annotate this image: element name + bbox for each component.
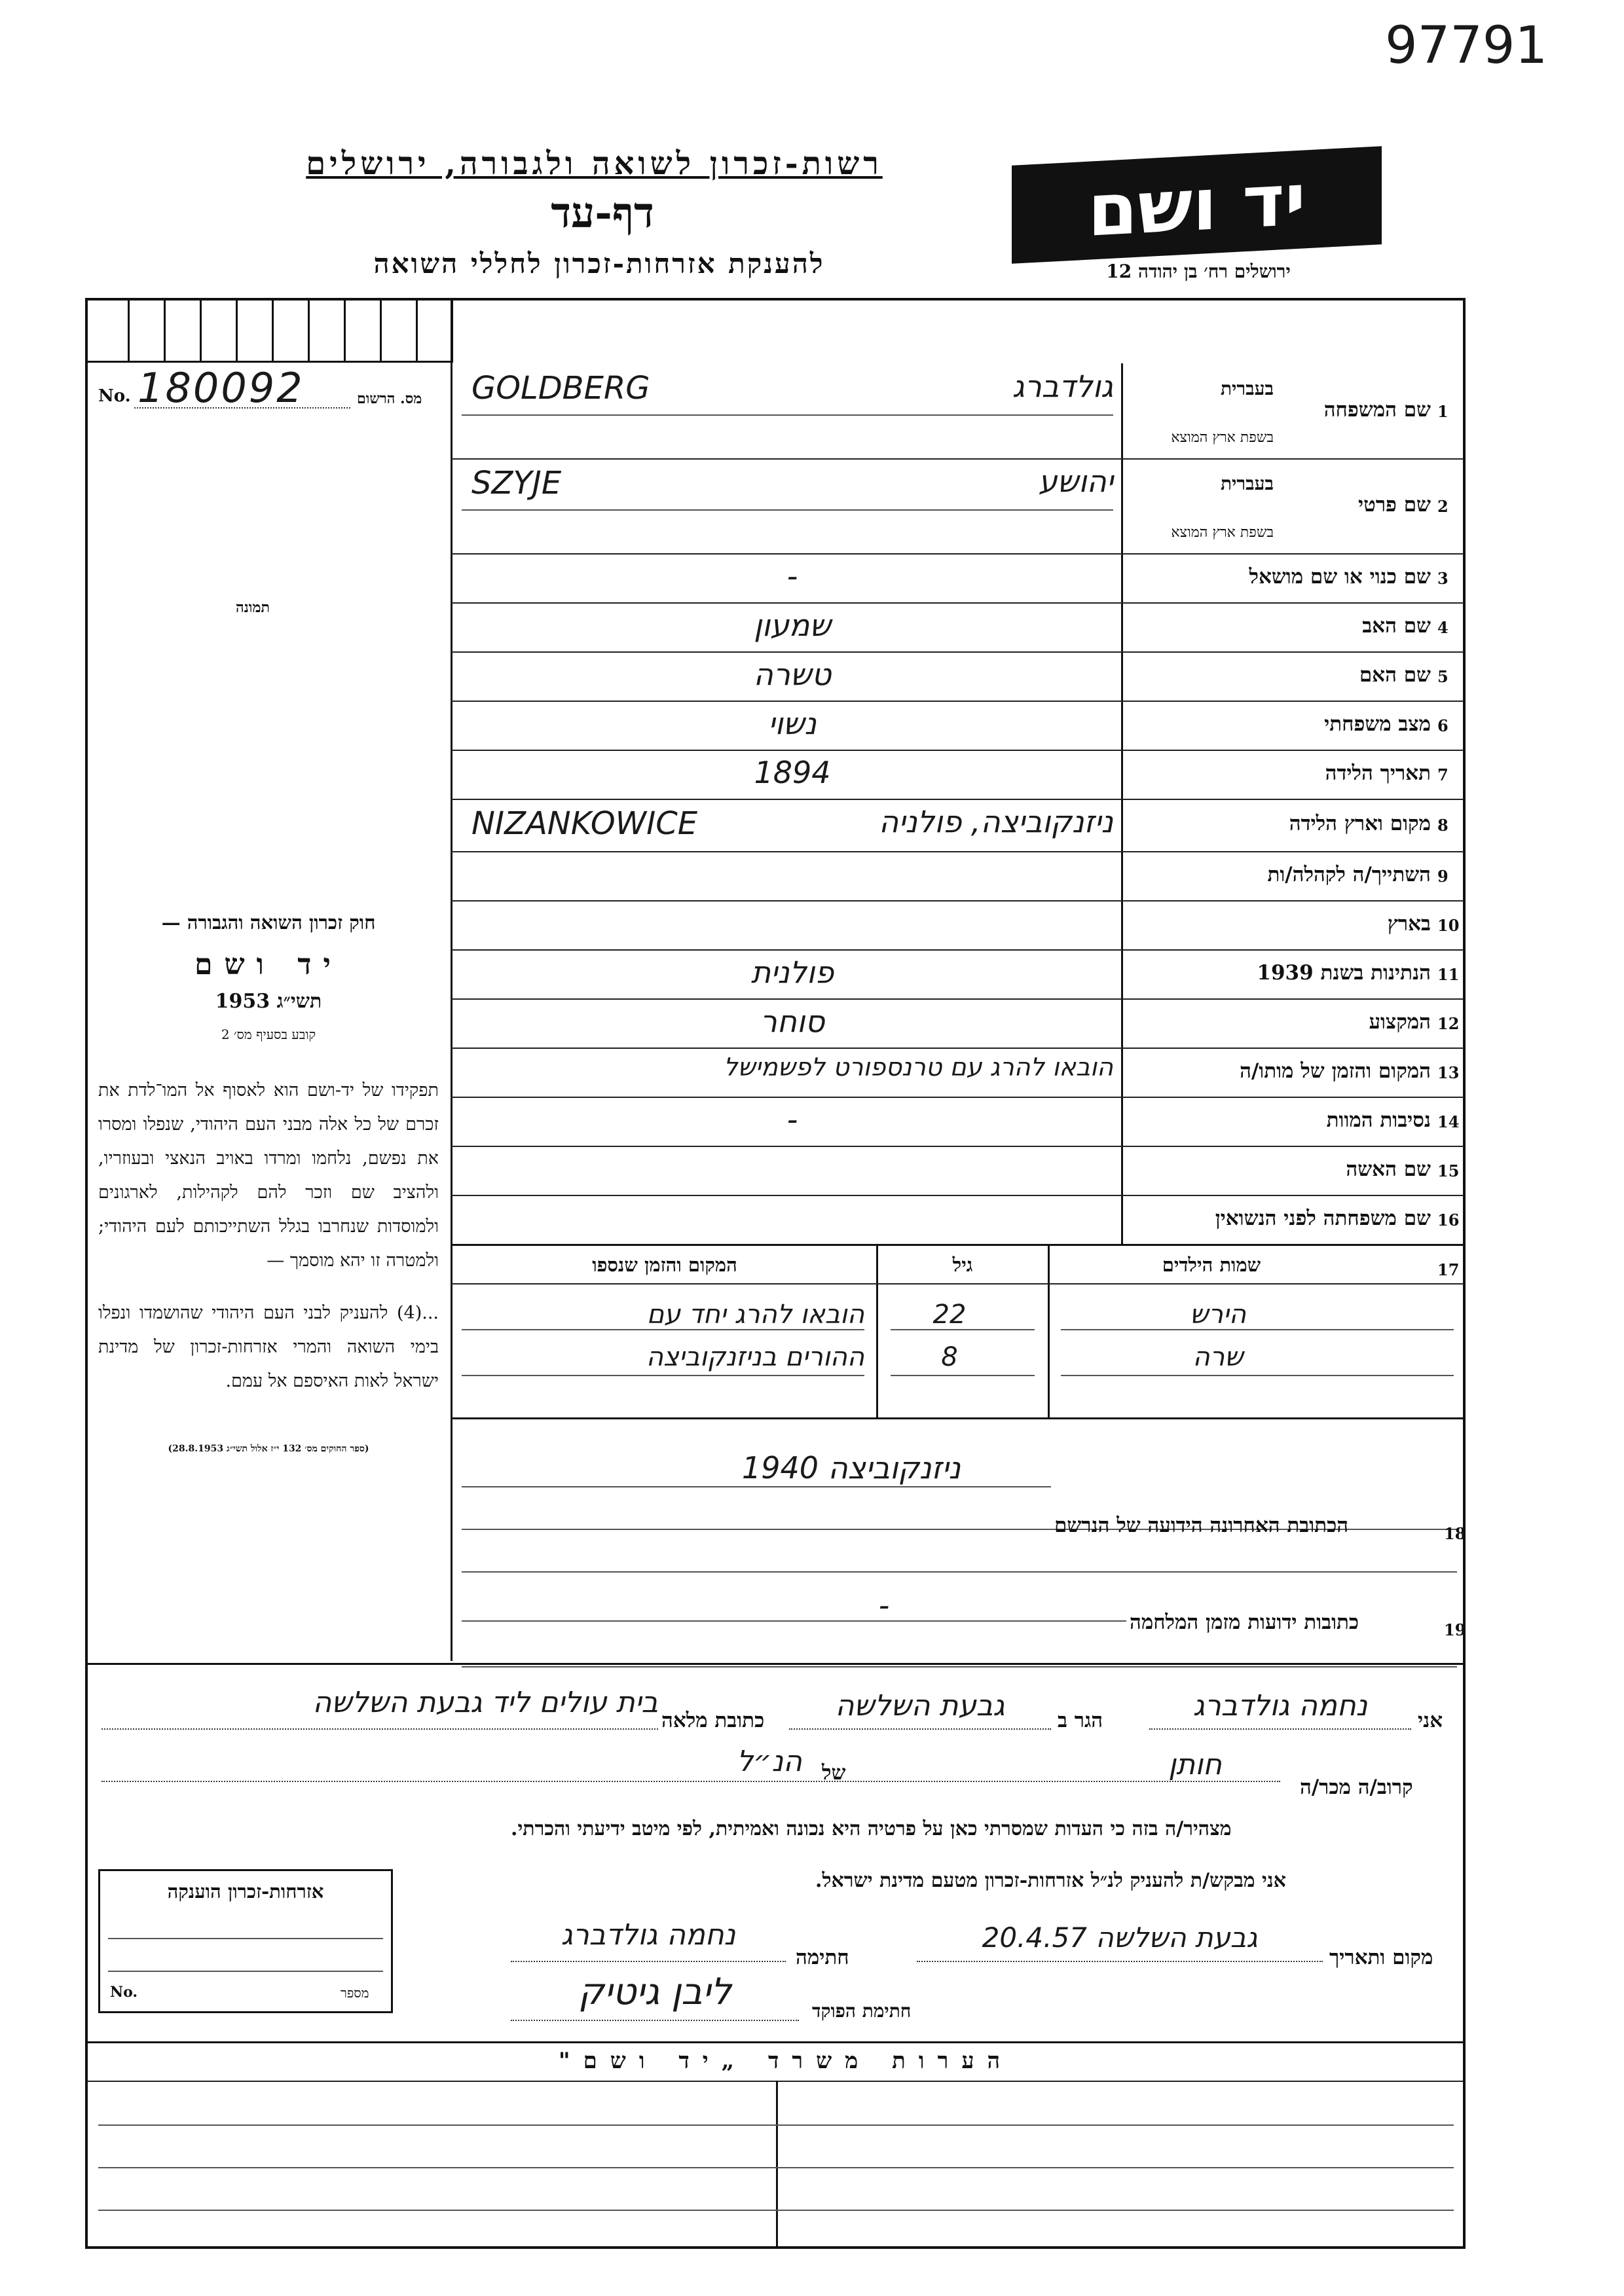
field-sublabel-origin: בשפת ארץ המוצא: [1171, 429, 1274, 446]
decl-address-value: בית עולים ליד גבעת השלשה: [312, 1686, 658, 1719]
field-sublabel-hebrew: בעברית: [1220, 473, 1274, 494]
decl-signature-value: נחמה גולדברג: [561, 1918, 736, 1952]
field-label: המקום והזמן של מותו/ה: [1240, 1059, 1431, 1083]
field-divider: [451, 900, 1464, 902]
law-footnote: (ספר החוקים מס׳ 132 י״ז אלול תשי״ג 28.8.1953): [168, 1444, 369, 1454]
law-year: תשי״ג 1953: [215, 990, 322, 1013]
field-inner-line: [462, 509, 1113, 511]
child-2-place: ההורים בניזנקוביצה: [646, 1342, 864, 1372]
form-subtitle: להענקת אזרחות-זכרון לחללי השואה: [373, 247, 825, 280]
registry-number-label: מס. הרשום: [357, 390, 422, 407]
field-number: 5: [1437, 666, 1449, 686]
field-sublabel-origin: בשפת ארץ המוצא: [1171, 524, 1274, 541]
field-value: יהושע: [1038, 464, 1113, 499]
field-value: פולנית: [750, 955, 834, 990]
field-value: -: [786, 558, 798, 594]
field-value: נשוי: [768, 706, 817, 741]
field-number: 6: [1437, 716, 1449, 735]
registry-no-label: No.: [98, 386, 131, 406]
child-1-name: הירש: [1190, 1300, 1246, 1330]
field-number: 8: [1437, 816, 1449, 835]
child-1-place: הובאו להרג יחד עם: [646, 1300, 864, 1330]
field-label: מצב משפחתי: [1324, 712, 1431, 736]
field-divider: [451, 949, 1464, 951]
notes-title: הערות משרד „יד ושם": [558, 2048, 1014, 2074]
field-label: שם האם: [1359, 663, 1431, 687]
field-value-latin: GOLDBERG: [471, 370, 650, 407]
decl-place-date-label: מקום ותאריך: [1329, 1946, 1433, 1969]
field-divider: [451, 1048, 1464, 1049]
field-number: 2: [1437, 496, 1449, 516]
field-number: 4: [1437, 617, 1449, 637]
index-boxes: [88, 301, 453, 363]
field-value: הובאו להרג עם טרנספורט לפשמישל: [724, 1053, 1113, 1082]
field-number: 16: [1437, 1210, 1460, 1230]
decl-of-value: הנ״ל: [737, 1745, 802, 1778]
logo-address: ירושלים רח׳ בן יהודה 12: [1106, 261, 1291, 282]
field-label: שם האב: [1362, 613, 1431, 638]
law-paragraph-2: ...(4) להעניק לבני העם היהודי שהושמדו ונפלו בימי השואה והמרי אזרחות-זכרון של מדינת ישראל לאות האיספם אל עמם.: [98, 1303, 439, 1391]
citizenship-no-label: No.: [110, 1984, 138, 2001]
decl-lives-value: גבעת השלשה: [835, 1689, 1005, 1722]
field-number: 11: [1437, 964, 1460, 984]
citizenship-box-title: אזרחות-זכרון הוענקה: [167, 1880, 324, 1903]
field-sublabel-hebrew: בעברית: [1220, 378, 1274, 399]
decl-statement: מצהיר/ה בזה כי העדות שמסרתי כאן על פרטיה היא נכונה ואמיתית, לפי מיטב ידיעתי והכרתי.: [511, 1817, 1232, 1840]
wartime-address-label: כתובות ידועות מזמן המלחמה: [1130, 1611, 1359, 1634]
label-column-divider: [1121, 363, 1123, 1244]
field-divider: [451, 750, 1464, 751]
field-number: 12: [1437, 1013, 1460, 1033]
field-value: 1894: [754, 755, 831, 790]
field-divider: [451, 701, 1464, 702]
stamp-number: 97791: [1385, 16, 1548, 75]
field-number: 14: [1437, 1112, 1460, 1131]
field-value: גולדברג: [1012, 369, 1113, 404]
field-label: נסיבות המוות: [1326, 1108, 1431, 1132]
field-number: 1: [1437, 401, 1449, 421]
field-divider: [451, 602, 1464, 604]
last-address-number: 18: [1444, 1524, 1466, 1543]
field-value-latin: SZYJE: [471, 465, 562, 501]
field-value-latin: NIZANKOWICE: [471, 805, 698, 842]
child-2-name: שרה: [1192, 1342, 1244, 1372]
decl-relative-value: חותן: [1168, 1748, 1222, 1781]
law-yad-vashem: יד ושם: [194, 948, 342, 981]
law-clause: קובע בסעיף מס׳ 2: [221, 1027, 316, 1042]
form-title: דף-עד: [551, 189, 654, 238]
children-header-place: המקום והזמן שנספו: [592, 1254, 737, 1276]
child-2-age: 8: [941, 1342, 958, 1372]
field-label: תאריך הלידה: [1325, 761, 1431, 785]
wartime-address-number: 19: [1444, 1620, 1466, 1639]
yad-vashem-logo: [1012, 146, 1382, 264]
field-label: שם פרטי: [1357, 492, 1431, 517]
children-row-number: 17: [1437, 1260, 1460, 1279]
field-label: המקצוע: [1369, 1010, 1431, 1034]
decl-i-label: אני: [1418, 1709, 1443, 1732]
field-divider: [451, 799, 1464, 800]
inspector-label: חתימת הפוקד: [812, 2000, 912, 2022]
last-address-label: הכתובת האחרונה הידועה של הנרשם: [1054, 1514, 1349, 1537]
decl-request: אני מבקש/ת להעניק לנ״ל אזרחות-זכרון מטעם מדינת ישראל.: [815, 1869, 1286, 1892]
field-divider: [451, 651, 1464, 653]
field-divider: [451, 998, 1464, 1000]
last-address-value: ניזנקוביצה 1940: [741, 1450, 961, 1485]
law-paragraph-1: תפקידו של יד-ושם הוא לאסוף אל המו־לדת את זכרם של כל אלה מבני העם היהודי, שנפלו ומסרו את נפשם, נלחמו ומרדו באויב הנאצי ובעוזריו, ולהציב שם וזכר להם לקהילות, לארגונים ולמוסדות שנחרבו בגלל השתייכותם לעם היהודי; ולמטרה זו יהא מוסמך —: [98, 1080, 439, 1271]
decl-lives-label: הגר ב: [1058, 1709, 1103, 1732]
field-number: 9: [1437, 866, 1449, 886]
decl-i-value: נחמה גולדברג: [1192, 1689, 1368, 1722]
field-label: מקום וארץ הלידה: [1289, 812, 1431, 835]
field-number: 7: [1437, 765, 1449, 784]
inspector-signature: ליבן גיטיק: [578, 1971, 731, 2013]
photo-label: תמונה: [236, 599, 270, 616]
law-title: חוק זכרון השואה והגבורה —: [161, 911, 376, 934]
children-header-names: שמות הילדים: [1162, 1254, 1261, 1276]
wartime-address-value: -: [878, 1588, 890, 1623]
child-1-age: 22: [932, 1300, 967, 1330]
field-divider: [451, 1097, 1464, 1098]
field-number: 10: [1437, 915, 1460, 935]
field-divider: [451, 1146, 1464, 1147]
decl-address-label: כתובת מלאה: [661, 1709, 765, 1732]
field-divider: [451, 1195, 1464, 1196]
field-value: סוחר: [760, 1004, 825, 1039]
field-label: הנתינות בשנת 1939: [1257, 960, 1431, 985]
field-label: שם כנוי או שם מושאל: [1249, 564, 1431, 589]
field-label: שם המשפחה: [1323, 397, 1431, 422]
left-column-divider: [451, 301, 452, 1661]
decl-signature-label: חתימה: [796, 1946, 849, 1969]
citizenship-number-label: מספר: [341, 1985, 369, 2001]
decl-of-label: של: [822, 1761, 846, 1785]
field-value: שמעון: [754, 608, 831, 643]
field-value: -: [786, 1102, 798, 1137]
field-number: 15: [1437, 1161, 1460, 1180]
field-value: טשרה: [753, 657, 832, 692]
field-label: בארץ: [1387, 911, 1431, 936]
field-label: שם האשה: [1346, 1157, 1431, 1181]
registry-number: 180092: [138, 364, 304, 412]
field-label: השתייך/ה לקהלה/ות: [1267, 862, 1431, 886]
logo-text: יד ושם: [1087, 157, 1306, 253]
decl-relative-label: קרוב/ה מכר/ה: [1300, 1776, 1413, 1799]
field-divider: [451, 458, 1464, 460]
field-value: ניזנקוביצה, פולניה: [879, 804, 1113, 839]
field-number: 13: [1437, 1063, 1460, 1082]
field-number: 3: [1437, 568, 1449, 588]
children-header-age: גיל: [952, 1254, 973, 1276]
field-divider: [451, 851, 1464, 852]
authority-line: רשות-זכרון לשואה ולגבורה, ירושלים: [306, 145, 883, 182]
field-inner-line: [462, 414, 1113, 416]
field-divider: [451, 553, 1464, 555]
decl-place-date-value: גבעת השלשה 20.4.57: [982, 1922, 1258, 1954]
field-label: שם משפחתה לפני הנשואין: [1215, 1206, 1431, 1230]
